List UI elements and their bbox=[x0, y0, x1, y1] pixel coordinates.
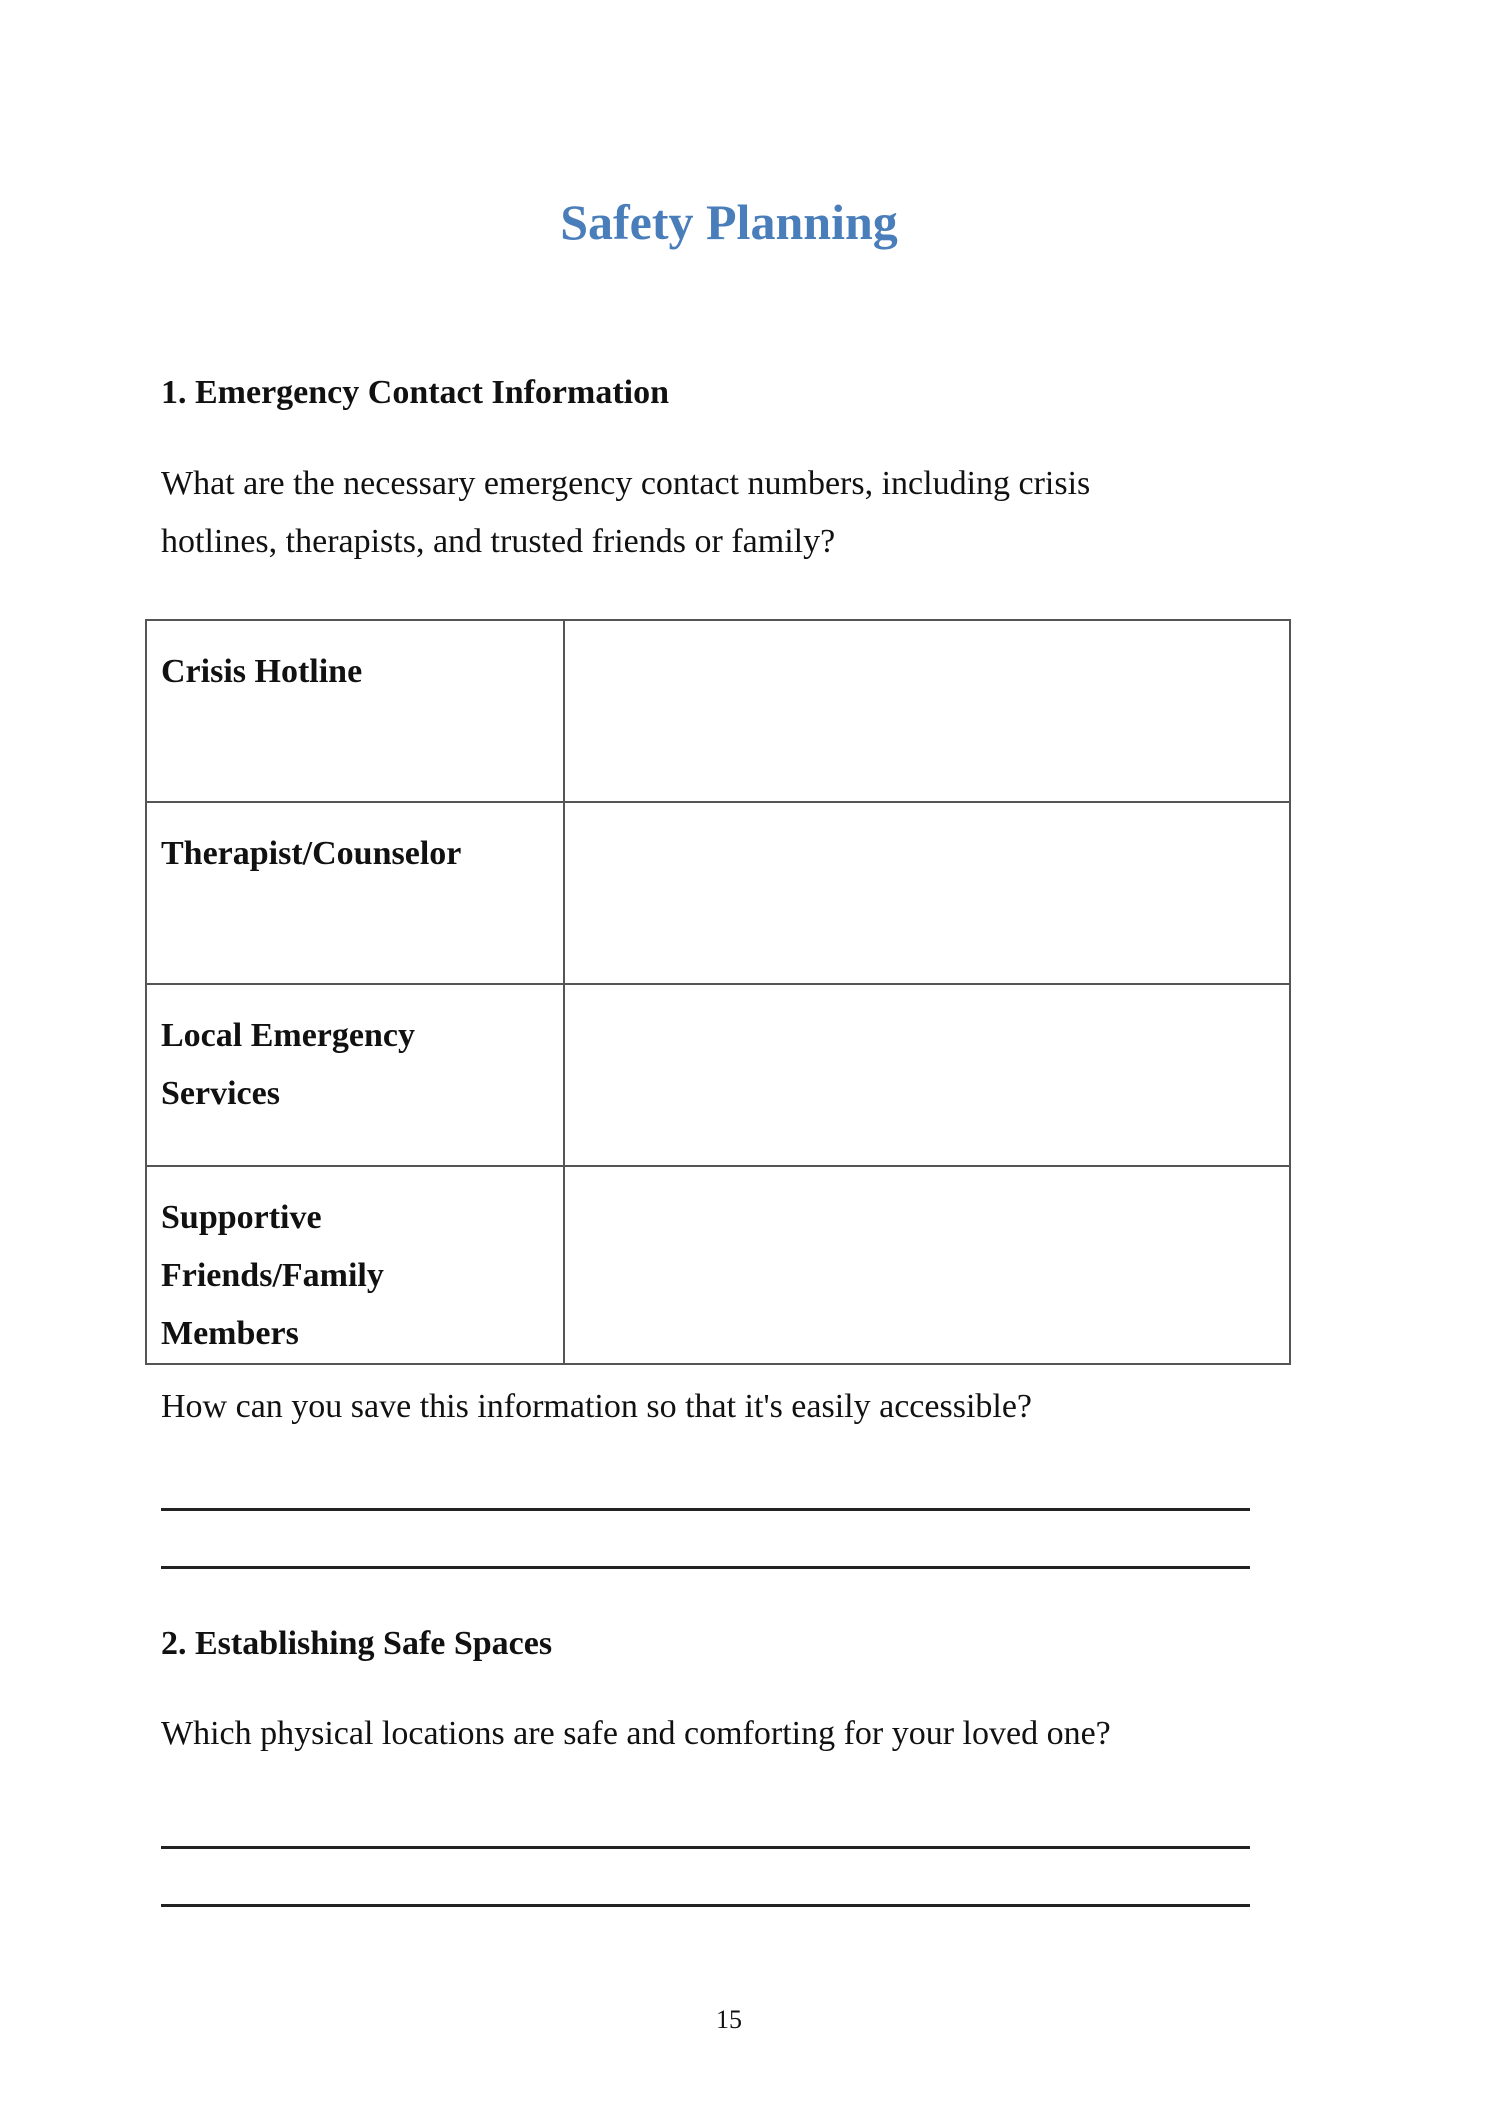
section-1-question: What are the necessary emergency contact numbers, including crisis hotlines, therapists, and trusted friends or family? bbox=[161, 465, 1091, 560]
table-row bbox=[146, 620, 1290, 802]
answer-line[interactable] bbox=[161, 1508, 1250, 1511]
table-row bbox=[146, 802, 1290, 984]
page-title: Safety Planning bbox=[560, 194, 898, 250]
table-row bbox=[146, 984, 1290, 1166]
local-emergency-entry-field[interactable] bbox=[564, 984, 1290, 1166]
contact-label-cell bbox=[146, 802, 564, 984]
crisis-hotline-entry-field[interactable] bbox=[564, 620, 1290, 802]
section-1-heading: 1. Emergency Contact Information bbox=[161, 374, 670, 411]
contact-label: Supportive Friends/Family Members bbox=[161, 1199, 384, 1352]
supportive-contacts-entry-field[interactable] bbox=[564, 1166, 1290, 1364]
answer-line[interactable] bbox=[161, 1846, 1250, 1849]
section-1-followup-question: How can you save this information so that it's easily accessible? bbox=[161, 1388, 1033, 1425]
answer-line[interactable] bbox=[161, 1904, 1250, 1907]
contact-label: Local Emergency Services bbox=[161, 1017, 415, 1112]
therapist-entry-field[interactable] bbox=[564, 802, 1290, 984]
page-number: 15 bbox=[716, 2005, 742, 2034]
contact-label-cell bbox=[146, 620, 564, 802]
section-2-heading: 2. Establishing Safe Spaces bbox=[161, 1625, 553, 1662]
table-row bbox=[146, 1166, 1290, 1364]
contact-label: Crisis Hotline bbox=[161, 653, 363, 690]
contact-label-cell bbox=[146, 984, 564, 1166]
contact-label-cell bbox=[146, 1166, 564, 1364]
answer-line[interactable] bbox=[161, 1566, 1250, 1569]
emergency-contact-table bbox=[145, 619, 1291, 1365]
section-2-question: Which physical locations are safe and comforting for your loved one? bbox=[161, 1715, 1111, 1752]
contact-label: Therapist/Counselor bbox=[161, 835, 462, 872]
